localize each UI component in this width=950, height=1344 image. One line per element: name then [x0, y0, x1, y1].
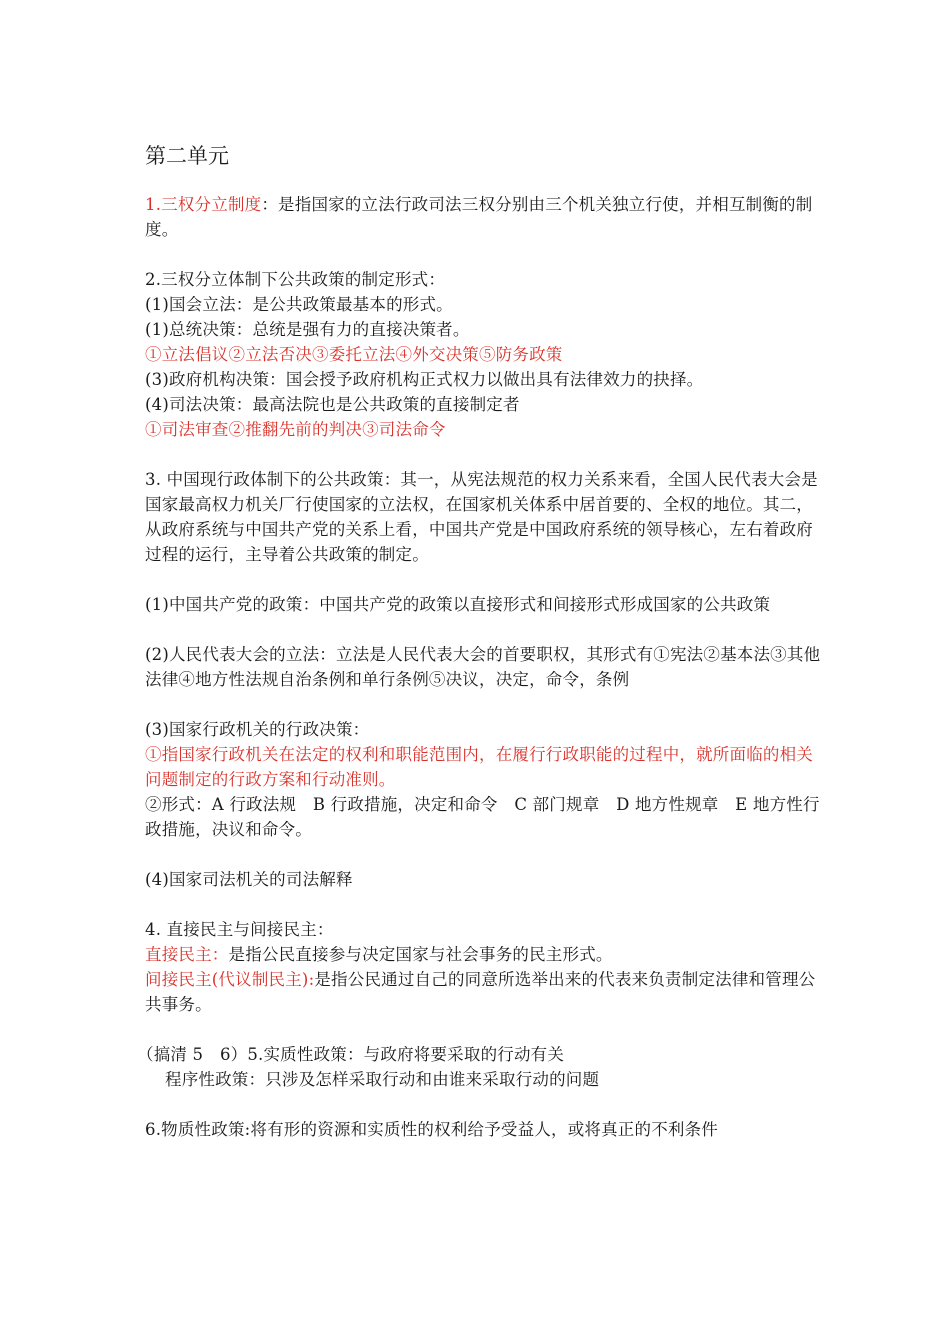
section-2-item-a: (1)国会立法：是公共政策最基本的形式。 — [145, 295, 453, 314]
term-indirect-democracy: 间接民主(代议制民主): — [145, 970, 315, 989]
section-2-item-b-list: ①立法倡议②立法否决③委托立法④外交决策⑤防务政策 — [145, 345, 563, 364]
definition-indirect-democracy: 是指公民通过自己的同意所选举出来的代表来负责制定法律和管理公共事务。 — [145, 970, 816, 1014]
section-4-direct — [145, 942, 825, 967]
section-3-intro: 3. 中国现行政体制下的公共政策：其一，从宪法规范的权力关系来看，全国人民代表大会是国家最高权力机关厂行使国家的立法权，在国家机关体系中居首要的、全权的地位。其二，从政府系统与中国共产党的关系上看，中国共产党是中国政府系统的领导核心，左右着政府过程的运行，主导着公共政策的制定。 — [145, 470, 818, 564]
document-page — [137, 140, 825, 1142]
unit-heading: 第二单元 — [145, 144, 229, 168]
section-5-substantive: （搞清 5 6）5.实质性政策：与政府将要采取的行动有关 — [137, 1045, 565, 1064]
section-2-item-c: (3)政府机构决策：国会授予政府机构正式权力以做出具有法律效力的抉择。 — [145, 370, 704, 389]
definition-separation-of-powers: ：是指国家的立法行政司法三权分别由三个机关独立行使，并相互制衡的制度。 — [145, 195, 813, 239]
section-3-party-policy: (1)中国共产党的政策：中国共产党的政策以直接形式和间接形式形成国家的公共政策 — [145, 595, 771, 614]
section-2-title: 2.三权分立体制下公共政策的制定形式： — [145, 270, 446, 289]
section-3-judicial-interpretation: (4)国家司法机关的司法解释 — [145, 870, 353, 889]
term-direct-democracy: 直接民主： — [145, 945, 229, 964]
term-separation-of-powers: 1.三权分立制度 — [145, 195, 262, 214]
section-6-material: 6.物质性政策:将有形的资源和实质性的权利给予受益人，或将真正的不利条件 — [145, 1120, 719, 1139]
section-4-indirect — [145, 967, 825, 1017]
section-2-item-d: (4)司法决策：最高法院也是公共政策的直接制定者 — [145, 395, 520, 414]
section-3-npc-legislation: (2)人民代表大会的立法：立法是人民代表大会的首要职权，其形式有①宪法②基本法③其他法律④地方性法规自治条例和单行条例⑤决议，决定，命令，条例 — [145, 645, 821, 689]
section-1 — [145, 192, 825, 242]
section-4-title: 4. 直接民主与间接民主： — [145, 920, 334, 939]
section-3-admin-title: (3)国家行政机关的行政决策： — [145, 720, 370, 739]
definition-direct-democracy: 是指公民直接参与决定国家与社会事务的民主形式。 — [228, 945, 613, 964]
section-2-item-d-list: ①司法审查②推翻先前的判决③司法命令 — [145, 420, 446, 439]
section-2-item-b: (1)总统决策：总统是强有力的直接决策者。 — [145, 320, 470, 339]
section-5-procedural: 程序性政策：只涉及怎样采取行动和由谁来采取行动的问题 — [165, 1070, 600, 1089]
section-3-admin-forms: ②形式：A 行政法规 B 行政措施，决定和命令 C 部门规章 D 地方性规章 E 地方性行政措施，决议和命令。 — [145, 795, 820, 839]
section-3-admin-definition: ①指国家行政机关在法定的权利和职能范围内，在履行行政职能的过程中，就所面临的相关问题制定的行政方案和行动准则。 — [145, 745, 813, 789]
